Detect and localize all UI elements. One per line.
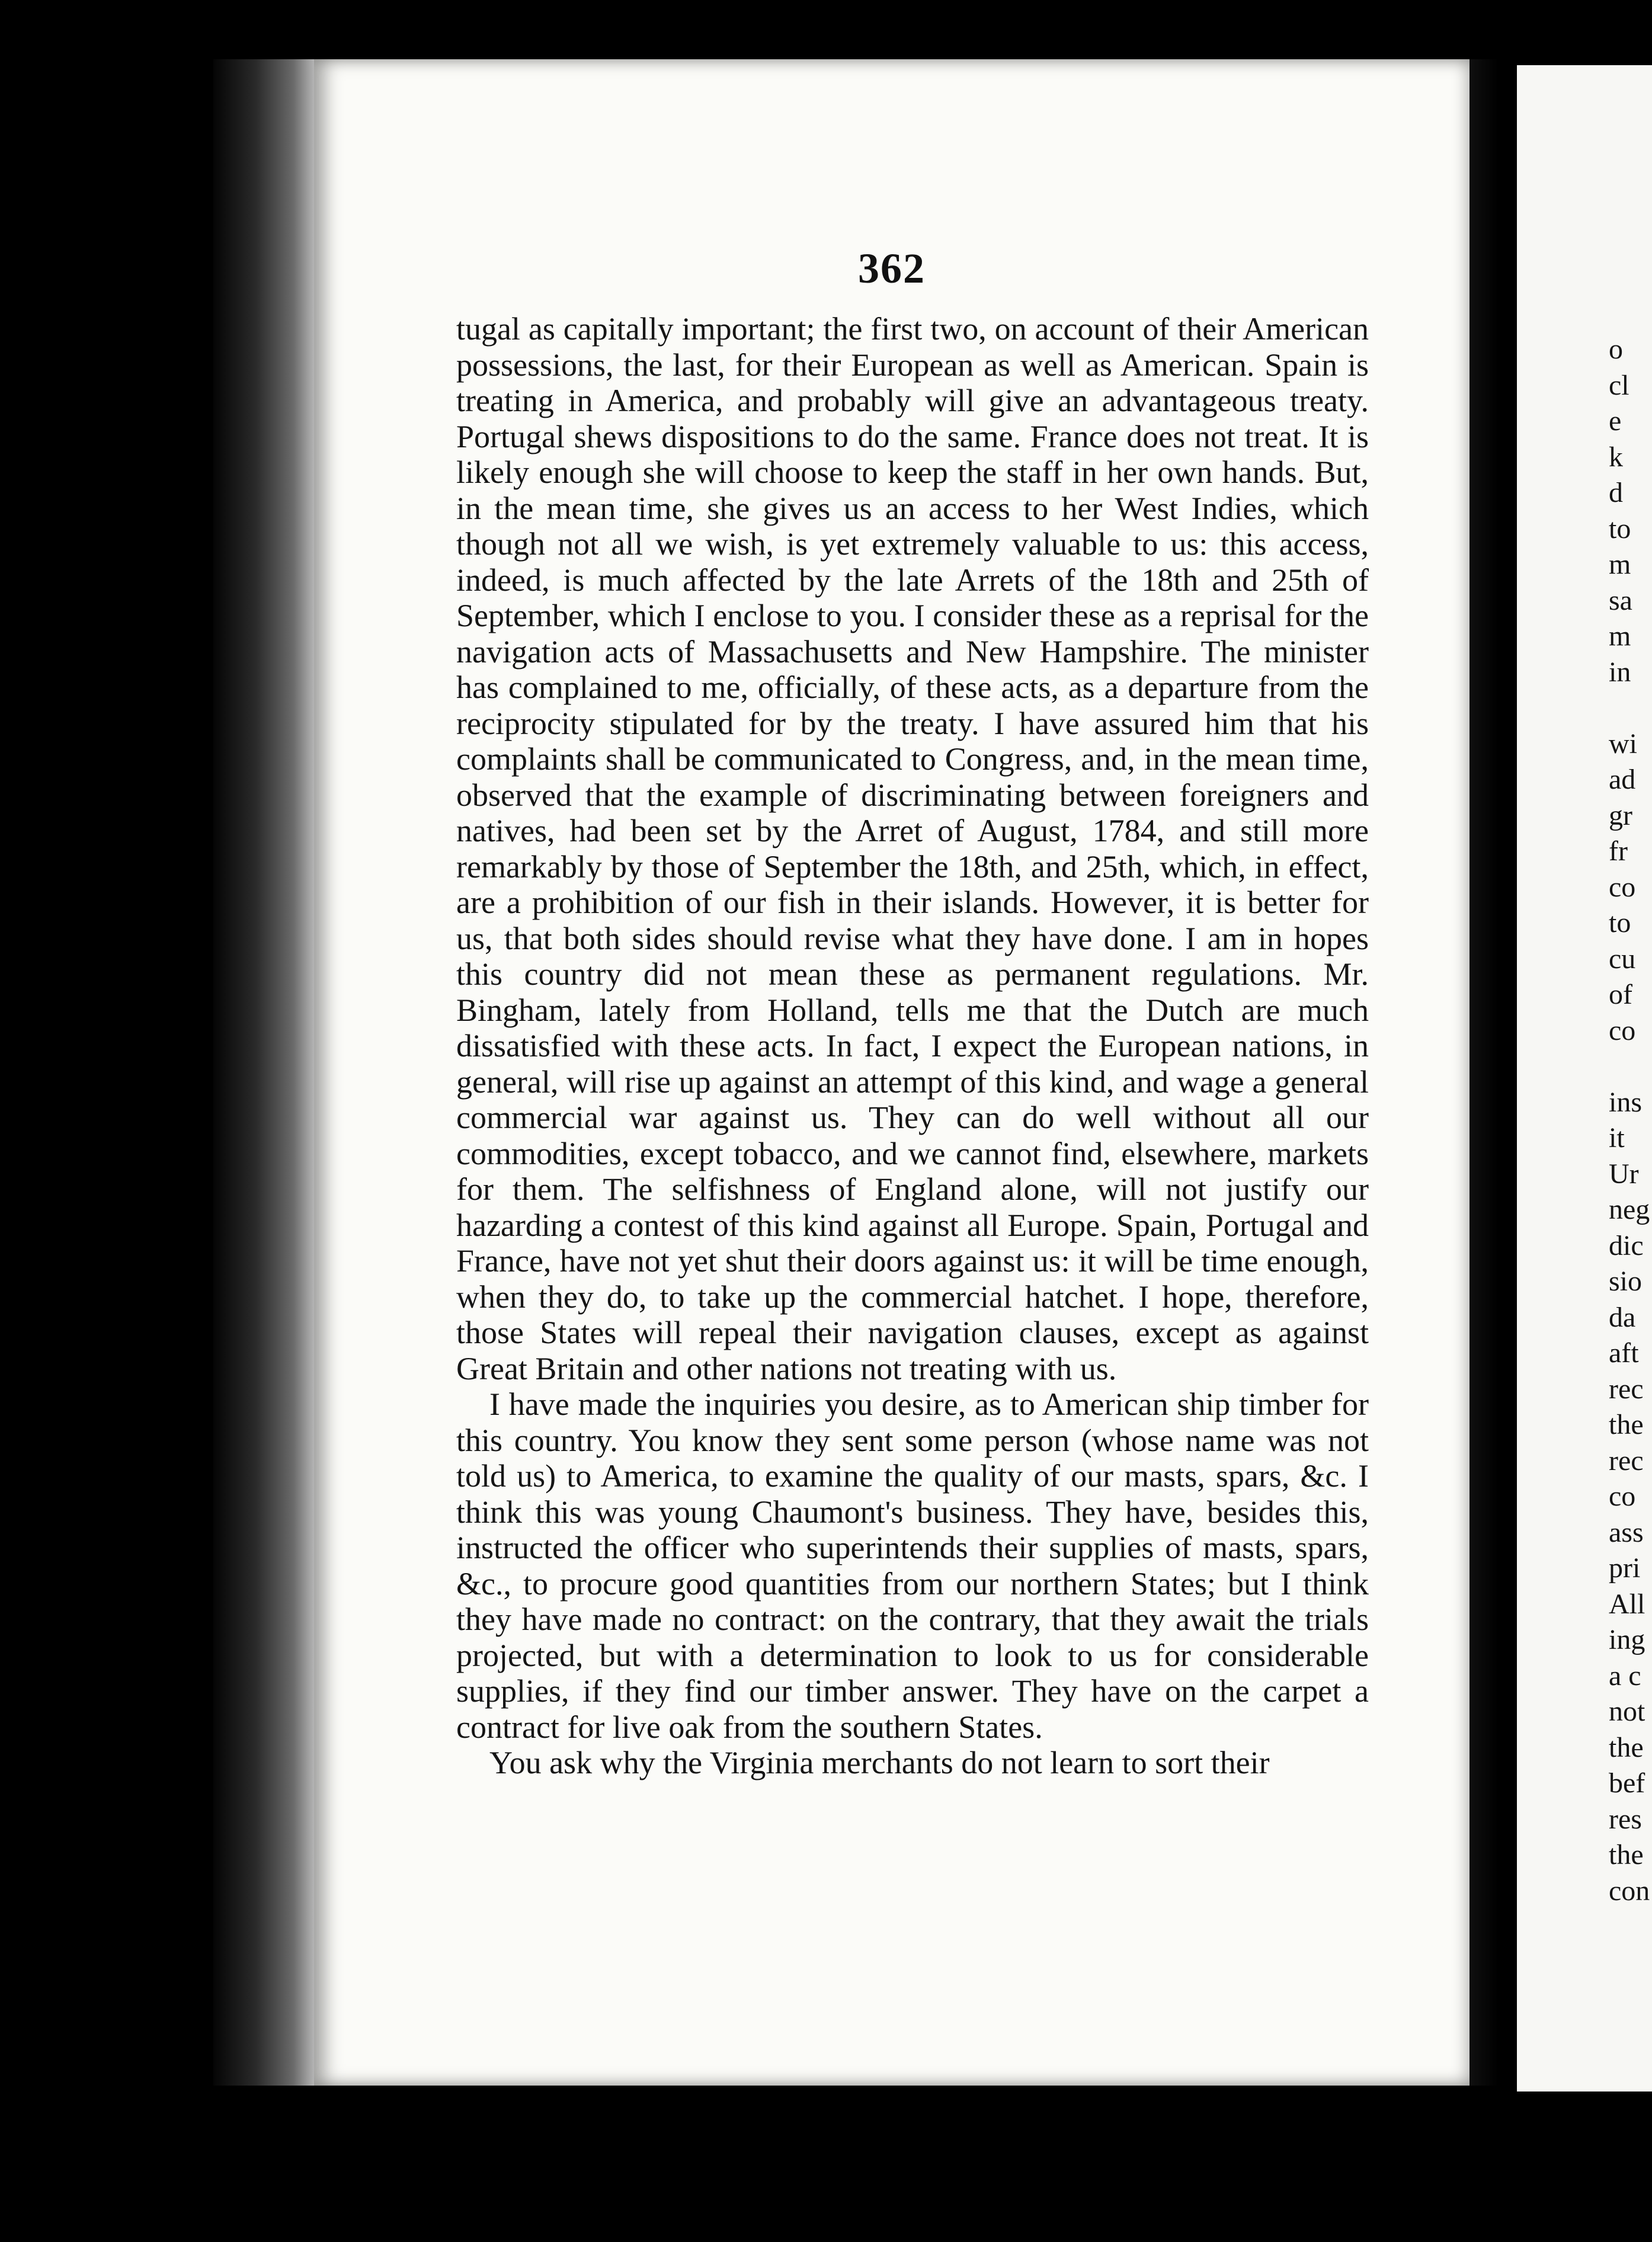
fragment-line: m: [1609, 620, 1631, 652]
fragment-line: a c: [1609, 1660, 1641, 1692]
book-gutter: [1469, 59, 1517, 2086]
fragment-line: co: [1609, 1014, 1636, 1046]
fragment-line: of: [1609, 979, 1632, 1010]
fragment-line: fr: [1609, 835, 1628, 867]
fragment-line: ins: [1609, 1086, 1643, 1118]
fragment-line: cl: [1609, 369, 1629, 401]
fragment-line: gr: [1609, 799, 1632, 831]
fragment-line: sio: [1609, 1266, 1643, 1297]
fragment-line: d: [1609, 477, 1623, 508]
fragment-line: it: [1609, 1122, 1625, 1154]
fragment-line: aft: [1609, 1337, 1639, 1369]
fragment-line: ass: [1609, 1516, 1644, 1548]
fragment-line: m: [1609, 549, 1631, 580]
page-number: 362: [858, 245, 926, 292]
fragment-line: rec: [1609, 1445, 1644, 1476]
fragment-line: wi: [1609, 728, 1637, 760]
facing-page-fragments: [1609, 332, 1652, 1909]
fragment-line: co: [1609, 871, 1636, 903]
fragment-line: rec: [1609, 1373, 1644, 1405]
fragment-gap: [1609, 1049, 1652, 1085]
book-page: [314, 59, 1469, 2086]
fragment-line: All: [1609, 1588, 1645, 1620]
fragment-gap: [1609, 690, 1652, 726]
fragment-line: k: [1609, 441, 1623, 473]
fragment-line: to: [1609, 513, 1631, 545]
fragment-line: sa: [1609, 584, 1632, 616]
fragment-line: not: [1609, 1696, 1645, 1727]
fragment-line: con: [1609, 1875, 1650, 1907]
fragment-line: co: [1609, 1481, 1636, 1512]
fragment-line: res: [1609, 1803, 1642, 1835]
fragment-line: e: [1609, 405, 1622, 437]
fragment-line: the: [1609, 1839, 1644, 1871]
fragment-line: cu: [1609, 943, 1636, 975]
fragment-line: ing: [1609, 1624, 1645, 1655]
fragment-line: the: [1609, 1731, 1644, 1763]
fragment-line: o: [1609, 334, 1623, 365]
paragraph-1: tugal as capitally important; the first two, on account of their American possessions, the last, for their European as well as American. Spain is treating in America, and probably will give an advantageous treaty. Portugal shews dispositions to do the same. France does not treat. It is likely enough she will choose to keep the staff in her own hands. But, in the mean time, she gives us an access to her West Indies, which though not all we wish, is yet extremely valuable to us: this access, indeed, is much affected by the late Arrets of the 18th and 25th of September, which I enclose to you. I consider these as a reprisal for the navigation acts of Massachusetts and New Hampshire. The minister has complained to me, officially, of these acts, as a departure from the reciprocity stipulated for by the treaty. I have assured him that his complaints shall be communicated to Congress, and, in the mean time, observed that the example of discriminating between foreigners and natives, had been set by the Arret of August, 1784, and still more remarkably by those of September the 18th, and 25th, which, in effect, are a prohibition of our fish in their islands. However, it is better for us, that both sides should revise what they have done. I am in hopes this country did not mean these as permanent regulations. Mr. Bingham, lately from Holland, tells me that the Dutch are much dissatisfied with these acts. In fact, I expect the European nations, in general, will rise up against an attempt of this kind, and wage a general commercial war against us. They can do well without all our commodities, except tobacco, and we cannot find, elsewhere, markets for them. The selfishness of England alone, will not justify our hazarding a contest of this kind against all Europe. Spain, Portugal and France, have not yet shut their doors against us: it will be time enough, when they do, to take up the commercial hatchet. I hope, therefore, those States will repeal their navigation clauses, except as against Great Britain and other nations not treating with us.: [456, 311, 1369, 1386]
fragment-line: bef: [1609, 1767, 1645, 1799]
fragment-line: Ur: [1609, 1158, 1639, 1190]
paragraph-2: I have made the inquiries you desire, as to American ship timber for this country. You know they sent some person (whose name was not told us) to America, to examine the quality of our masts, spars, &c. I think this was young Chaumont's business. They have, besides this, instructed the officer who superintends their supplies of masts, spars, &c., to procure good quantities from our northern States; but I think they have made no contract: on the contrary, that they await the trials projected, but with a determination to look to us for considerable supplies, if they find our timber answer. They have on the carpet a contract for live oak from the southern States.: [456, 1386, 1369, 1745]
fragment-line: the: [1609, 1409, 1644, 1440]
fragment-line: pri: [1609, 1552, 1641, 1584]
paragraph-3: You ask why the Virginia merchants do not learn to sort their: [489, 1745, 1270, 1780]
fragment-line: to: [1609, 907, 1631, 939]
fragment-line: dic: [1609, 1229, 1644, 1261]
binding-shadow: [213, 59, 320, 2086]
page-body: [456, 311, 1369, 1781]
fragment-line: neg: [1609, 1194, 1650, 1225]
fragment-line: in: [1609, 656, 1631, 688]
fragment-line: ad: [1609, 764, 1636, 795]
fragment-line: da: [1609, 1301, 1636, 1333]
